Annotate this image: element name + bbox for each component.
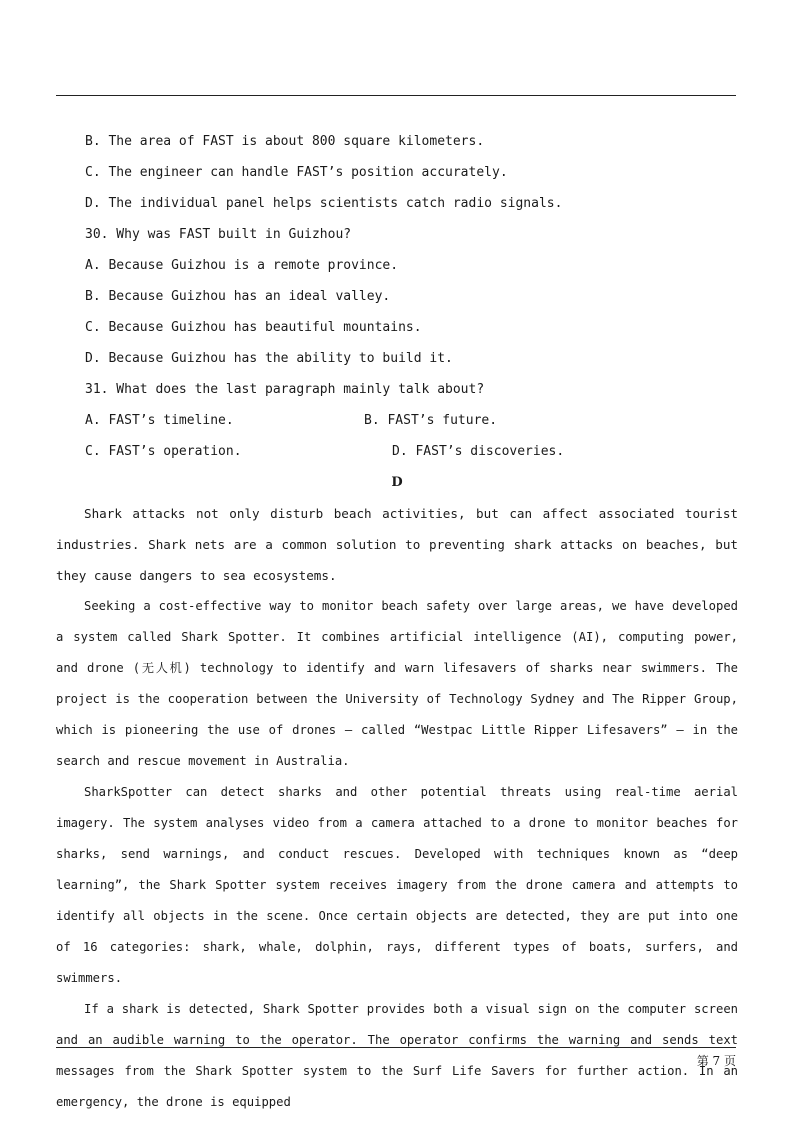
- q29-option-c: C. The engineer can handle FAST’s position accurately.: [85, 165, 508, 180]
- q31-option-c: C. FAST’s operation.: [85, 444, 242, 459]
- page-number: 第 7 页: [696, 1054, 736, 1068]
- page-content: [56, 126, 738, 1118]
- q31-option-a: A. FAST’s timeline.: [85, 413, 234, 428]
- passage-paragraph-3: SharkSpotter can detect sharks and other potential threats using real-time aerial imagery. The system analyses video from a camera attached to a drone to monitor beaches for sharks, send warnings, and conduct rescues. Developed with techniques known as “deep learning”, the Shark Spotter system receives imagery from the drone camera and attempts to identify all objects in the scene. Once certain objects are detected, they are put into one of 16 categories: shark, whale, dolphin, rays, different types of boats, surfers, and swimmers.: [56, 785, 738, 985]
- q31-option-d: D. FAST’s discoveries.: [392, 444, 565, 459]
- q30-option-c: C. Because Guizhou has beautiful mountains.: [85, 320, 422, 335]
- q29-option-b: B. The area of FAST is about 800 square kilometers.: [85, 134, 485, 149]
- footer-rule: [56, 1047, 736, 1048]
- passage-paragraph-1: Shark attacks not only disturb beach activities, but can affect associated tourist industries. Shark nets are a common solution to preventing shark attacks on beaches, but they cause dangers to sea ecosystems.: [56, 506, 738, 583]
- q31-options-row-2: [56, 436, 738, 467]
- q30-option-a: A. Because Guizhou is a remote province.: [85, 258, 399, 273]
- header-rule: [56, 95, 736, 96]
- q31-options-row-1: [56, 405, 738, 436]
- q30-question: 30. Why was FAST built in Guizhou?: [85, 227, 352, 242]
- section-heading: D: [391, 475, 403, 490]
- q29-option-d: D. The individual panel helps scientists catch radio signals.: [85, 196, 563, 211]
- q30-option-d: D. Because Guizhou has the ability to build it.: [85, 351, 453, 366]
- q30-option-b: B. Because Guizhou has an ideal valley.: [85, 289, 391, 304]
- passage-paragraph-2: Seeking a cost-effective way to monitor beach safety over large areas, we have developed a system called Shark Spotter. It combines artificial intelligence (AI), computing power, and drone (无人机) technology to identify and warn lifesavers of sharks near swimmers. The project is the cooperation between the University of Technology Sydney and The Ripper Group, which is pioneering the use of drones – called “Westpac Little Ripper Lifesavers” – in the search and rescue movement in Australia.: [56, 599, 738, 768]
- passage-paragraph-4: If a shark is detected, Shark Spotter provides both a visual sign on the computer screen and an audible warning to the operator. The operator confirms the warning and sends text messages from the Shark Spotter system to the Surf Life Savers for further action. In an emergency, the drone is equipped: [56, 1002, 738, 1109]
- q31-question: 31. What does the last paragraph mainly talk about?: [85, 382, 485, 397]
- passage: [56, 498, 738, 1118]
- q31-option-b: B. FAST’s future.: [364, 413, 498, 428]
